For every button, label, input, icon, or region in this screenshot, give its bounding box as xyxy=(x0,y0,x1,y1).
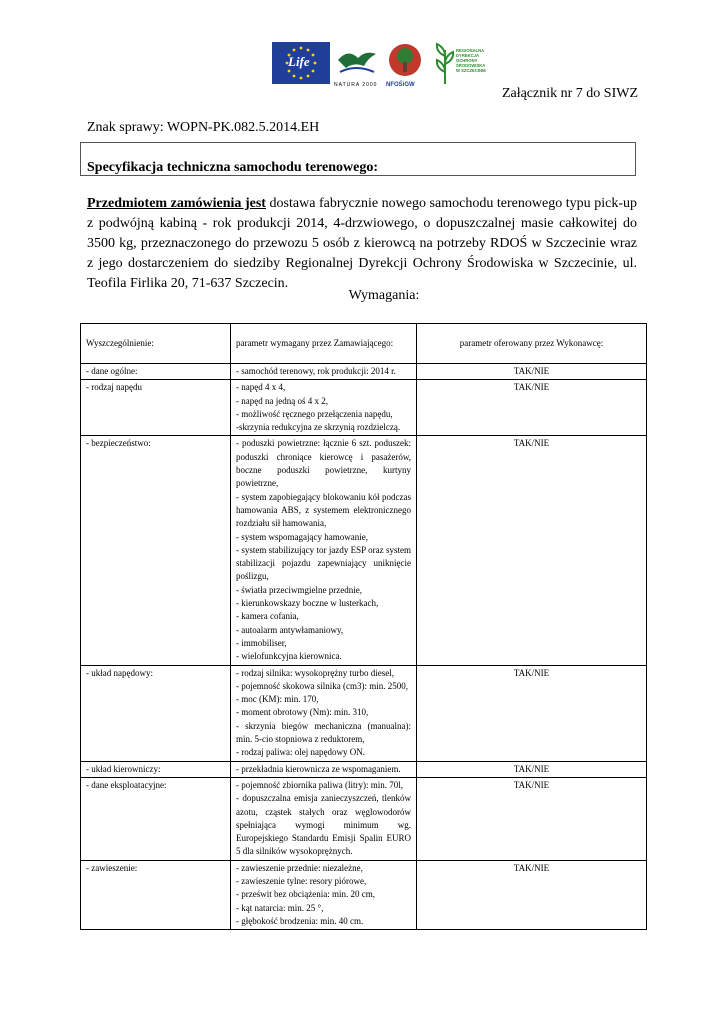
param-line: - rodzaj paliwa: olej napędowy ON. xyxy=(236,747,365,758)
header-category: Wyszczególnienie: xyxy=(81,324,231,364)
table-row xyxy=(81,364,647,380)
param-line: - rodzaj silnika: wysokoprężny turbo diesel, xyxy=(236,667,394,678)
row-params xyxy=(231,761,417,777)
param-line: - dopuszczalna emisja zanieczyszczeń, tlenków azotu, cząstek stałych oraz węglowodorów spełniająca wymogi minimum wg. Europejskiego Standardu Emisji Spalin EURO 5 dla silników wysokoprężnych. xyxy=(236,793,411,857)
table-row xyxy=(81,380,647,436)
table-row xyxy=(81,761,647,777)
natura-bird-icon xyxy=(334,42,380,82)
intro-paragraph xyxy=(87,194,637,294)
param-line: - kierunkowskazy boczne w lusterkach, xyxy=(236,598,379,609)
row-params xyxy=(231,364,417,380)
row-params xyxy=(231,860,417,929)
param-line: - kąt natarcia: min. 25 °, xyxy=(236,902,324,913)
row-category: - dane ogólne: xyxy=(81,364,231,380)
table-row xyxy=(81,665,647,761)
row-category: - bezpieczeństwo: xyxy=(81,436,231,665)
requirements-title: Wymagania: xyxy=(348,288,420,303)
param-line: - pojemność zbiornika paliwa (litry): min. 70l, xyxy=(236,779,403,790)
rdos-leaf-icon xyxy=(434,42,456,86)
param-line: - napęd 4 x 4, xyxy=(236,382,286,393)
life-logo-text: Life xyxy=(288,54,310,69)
row-answer: TAK/NIE xyxy=(417,436,647,665)
param-line: - immobiliser, xyxy=(236,637,287,648)
natura-logo-text: NATURA 2000 xyxy=(334,82,378,88)
row-category: - dane eksploatacyjne: xyxy=(81,777,231,860)
param-line: - skrzynia biegów mechaniczna (manualna): min. 5-cio stopniowa z reduktorem, xyxy=(236,720,411,745)
param-line: - zawieszenie tylne: resory piórowe, xyxy=(236,875,367,886)
natura-2000-logo xyxy=(334,42,380,88)
param-line: - prześwit bez obciążenia: min. 20 cm, xyxy=(236,889,375,900)
param-line: - system zapobiegający blokowaniu kół podczas hamowania ABS, z systemem elektronicznego rozdziału sił hamowania, xyxy=(236,491,411,529)
row-category: - rodzaj napędu xyxy=(81,380,231,436)
row-answer: TAK/NIE xyxy=(417,380,647,436)
param-line: - możliwość ręcznego przełączenia napędu, xyxy=(236,408,393,419)
intro-lead: Przedmiotem zamówienia jest xyxy=(87,196,266,211)
eu-life-logo xyxy=(272,42,330,84)
param-line: - światła przeciwmgielne przednie, xyxy=(236,584,362,595)
param-line: - autoalarm antywłamaniowy, xyxy=(236,624,344,635)
logo-bar xyxy=(272,42,494,88)
row-category: - układ kierowniczy: xyxy=(81,761,231,777)
attachment-label: Załącznik nr 7 do SIWZ xyxy=(501,86,638,101)
param-line: - głębokość brodzenia: min. 40 cm. xyxy=(236,915,364,926)
requirements-title-row xyxy=(0,288,724,304)
table-header-row xyxy=(81,324,647,364)
row-params xyxy=(231,777,417,860)
row-params xyxy=(231,436,417,665)
rdos-logo xyxy=(434,42,494,88)
row-answer: TAK/NIE xyxy=(417,364,647,380)
requirements-table xyxy=(80,323,647,930)
row-category: - zawieszenie: xyxy=(81,860,231,929)
param-line: - pojemność skokowa silnika (cm3): min. 2500, xyxy=(236,680,408,691)
header-offered: parametr oferowany przez Wykonawcę: xyxy=(417,324,647,364)
row-category: - układ napędowy: xyxy=(81,665,231,761)
param-line: - system wspomagający hamowanie, xyxy=(236,531,368,542)
param-line: - przekładnia kierownicza ze wspomaganiem. xyxy=(236,763,401,774)
row-answer: TAK/NIE xyxy=(417,761,647,777)
row-params xyxy=(231,380,417,436)
param-line: - moment obrotowy (Nm): min. 310, xyxy=(236,707,369,718)
nfosigw-tree-icon xyxy=(380,42,430,80)
param-line: - napęd na jedną oś 4 x 2, xyxy=(236,395,328,406)
param-line: - zawieszenie przednie: niezależne, xyxy=(236,862,363,873)
row-answer: TAK/NIE xyxy=(417,860,647,929)
row-answer: TAK/NIE xyxy=(417,777,647,860)
case-number: Znak sprawy: WOPN-PK.082.5.2014.EH xyxy=(87,120,320,135)
nfosigw-logo xyxy=(380,42,430,88)
param-line: - poduszki powietrzne: łącznie 6 szt. poduszek: poduszki chroniące kierowcę i pasażerów, boczne poduszki powietrzne, kurtyny powietrzne, xyxy=(236,438,411,489)
table-row xyxy=(81,860,647,929)
param-line: - samochód terenowy, rok produkcji: 2014 r. xyxy=(236,366,396,376)
table-row xyxy=(81,777,647,860)
param-line: - moc (KM): min. 170, xyxy=(236,694,319,705)
rdos-logo-text: REGIONALNA DYREKCJA OCHRONY ŚRODOWISKA W SZCZECINIE xyxy=(456,48,487,73)
param-line: -skrzynia redukcyjna ze skrzynią rozdzielczą. xyxy=(236,422,401,433)
table-row xyxy=(81,436,647,665)
intro-text: dostawa fabrycznie nowego samochodu terenowego typu pick-up z podwójną kabiną - rok produkcji 2014, 4-drzwiowego, o dopuszczalnej masie całkowitej do 3500 kg, przeznaczonego do przewozu 5 osób z kierowcą na potrzeby RDOŚ w Szczecinie wraz z jego dostarczeniem do siedziby Regionalnej Dyrekcji Ochrony Środowiska w Szczecinie, ul. Teofila Firlika 20, 71-637 Szczecin. xyxy=(87,196,638,291)
header-required: parametr wymagany przez Zamawiającego: xyxy=(231,324,417,364)
nfosigw-logo-text: NFOŚiGW xyxy=(386,82,415,88)
param-line: - wielofunkcyjna kierownica. xyxy=(236,651,342,662)
param-line: - kamera cofania, xyxy=(236,611,299,622)
row-answer: TAK/NIE xyxy=(417,665,647,761)
row-params xyxy=(231,665,417,761)
param-line: - system stabilizujący tor jazdy ESP oraz system stabilizacji pojazdu zapewniający uniknięcie poślizgu, xyxy=(236,544,411,582)
spec-title: Specyfikacja techniczna samochodu terenowego: xyxy=(87,160,378,175)
